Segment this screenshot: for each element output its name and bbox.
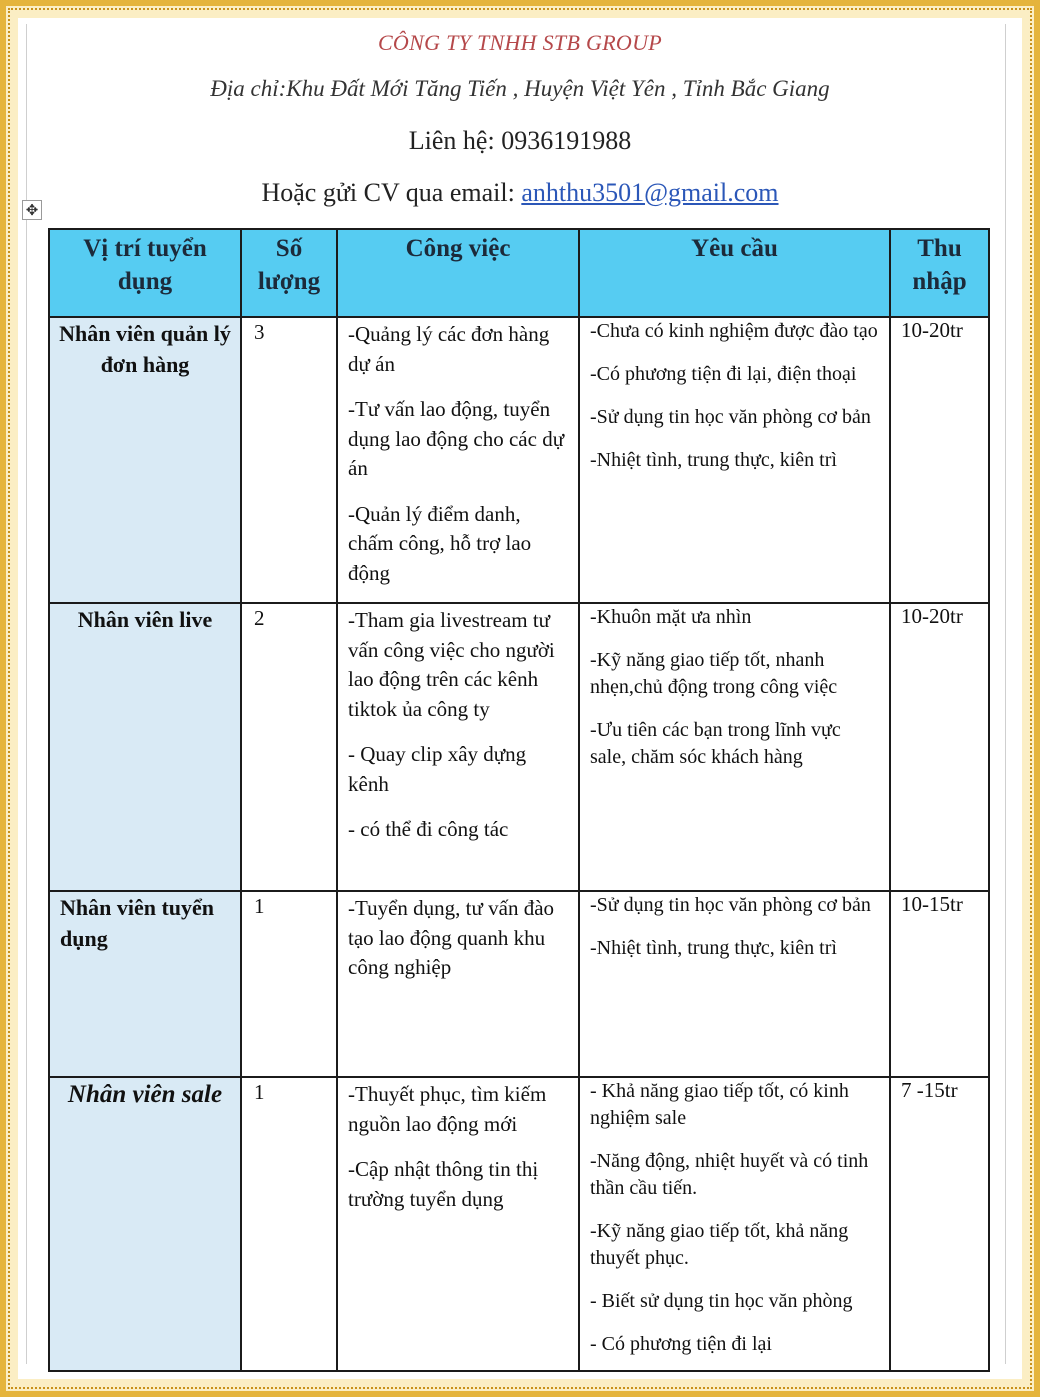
income-cell: 7 -15tr [890, 1077, 989, 1371]
requirement-item: -Ưu tiên các bạn trong lĩnh vực sale, chăm sóc khách hàng [590, 719, 841, 768]
requirement-item: -Kỹ năng giao tiếp tốt, khả năng thuyết phục. [590, 1220, 849, 1269]
requirements-cell [579, 1077, 890, 1371]
tasks-cell [337, 1077, 579, 1371]
requirement-item: -Sử dụng tin học văn phòng cơ bản [590, 894, 871, 916]
jobs-table [48, 228, 990, 1372]
company-name: CÔNG TY TNHH STB GROUP [377, 30, 663, 55]
requirement-item: -Có phương tiện đi lại, điện thoại [590, 363, 857, 385]
tasks-cell [337, 317, 579, 603]
contact-phone: Liên hệ: 0936191988 [408, 126, 632, 155]
quantity-cell: 1 [241, 891, 337, 1077]
task-item: -Thuyết phục, tìm kiếm nguồn lao động mới [348, 1082, 547, 1136]
task-item: - Quay clip xây dựng kênh [348, 742, 527, 796]
move-handle-icon[interactable]: ✥ [22, 200, 42, 220]
quantity-cell: 3 [241, 317, 337, 603]
requirement-item: - Biết sử dụng tin học văn phòng [590, 1290, 853, 1312]
column-header-requirements: Yêu cầu [579, 229, 890, 317]
income-cell: 10-15tr [890, 891, 989, 1077]
requirement-item: -Kỹ năng giao tiếp tốt, nhanh nhẹn,chủ động trong công việc [590, 649, 838, 698]
table-row [49, 891, 989, 1077]
position-cell: Nhân viên quản lý đơn hàng [49, 317, 241, 603]
task-item: -Quản lý điểm danh, chấm công, hỗ trợ lao động [348, 501, 532, 585]
column-header-quantity: Số lượng [241, 229, 337, 317]
task-item: -Tư vấn lao động, tuyển dụng lao động cho các dự án [348, 397, 565, 480]
income-cell: 10-20tr [890, 317, 989, 603]
email-prefix: Hoặc gửi CV qua email: [261, 178, 522, 207]
column-header-position: Vị trí tuyển dụng [49, 229, 241, 317]
task-item: -Tuyển dụng, tư vấn đào tạo lao động quanh khu công nghiệp [348, 896, 555, 979]
requirements-cell [579, 891, 890, 1077]
position-cell: Nhân viên sale [49, 1077, 241, 1371]
tasks-cell [337, 603, 579, 891]
company-address: Địa chỉ:Khu Đất Mới Tăng Tiến , Huyện Việt Yên , Tỉnh Bắc Giang [210, 76, 830, 101]
quantity-cell: 2 [241, 603, 337, 891]
requirement-item: -Khuôn mặt ưa nhìn [590, 606, 752, 628]
task-item: -Quảng lý các đơn hàng dự án [348, 322, 550, 376]
requirement-item: -Nhiệt tình, trung thực, kiên trì [590, 937, 837, 959]
task-item: -Cập nhật thông tin thị trường tuyển dụng [348, 1157, 539, 1211]
requirement-item: -Sử dụng tin học văn phòng cơ bản [590, 406, 871, 428]
requirement-item: -Chưa có kinh nghiệm được đào tạo [590, 320, 878, 342]
document-page [22, 22, 1018, 1375]
requirements-cell [579, 603, 890, 891]
table-row [49, 1077, 989, 1371]
column-header-tasks: Công việc [337, 229, 579, 317]
position-cell: Nhân viên tuyển dụng [49, 891, 241, 1077]
column-header-income: Thu nhập [890, 229, 989, 317]
tasks-cell [337, 891, 579, 1077]
requirement-item: -Năng động, nhiệt huyết và có tinh thần cầu tiến. [590, 1150, 869, 1199]
quantity-cell: 1 [241, 1077, 337, 1371]
table-header-row [49, 229, 989, 317]
requirement-item: - Khả năng giao tiếp tốt, có kinh nghiệm sale [590, 1080, 849, 1129]
task-item: - có thể đi công tác [348, 817, 509, 841]
email-line [22, 178, 1018, 208]
requirement-item: -Nhiệt tình, trung thực, kiên trì [590, 449, 837, 471]
requirement-item: - Có phương tiện đi lại [590, 1333, 772, 1355]
requirements-cell [579, 317, 890, 603]
table-row [49, 317, 989, 603]
table-row [49, 603, 989, 891]
task-item: -Tham gia livestream tư vấn công việc cho người lao động trên các kênh tiktok ủa công ty [348, 608, 555, 721]
income-cell: 10-20tr [890, 603, 989, 891]
email-link[interactable]: anhthu3501@gmail.com [521, 178, 779, 207]
position-cell: Nhân viên live [49, 603, 241, 891]
